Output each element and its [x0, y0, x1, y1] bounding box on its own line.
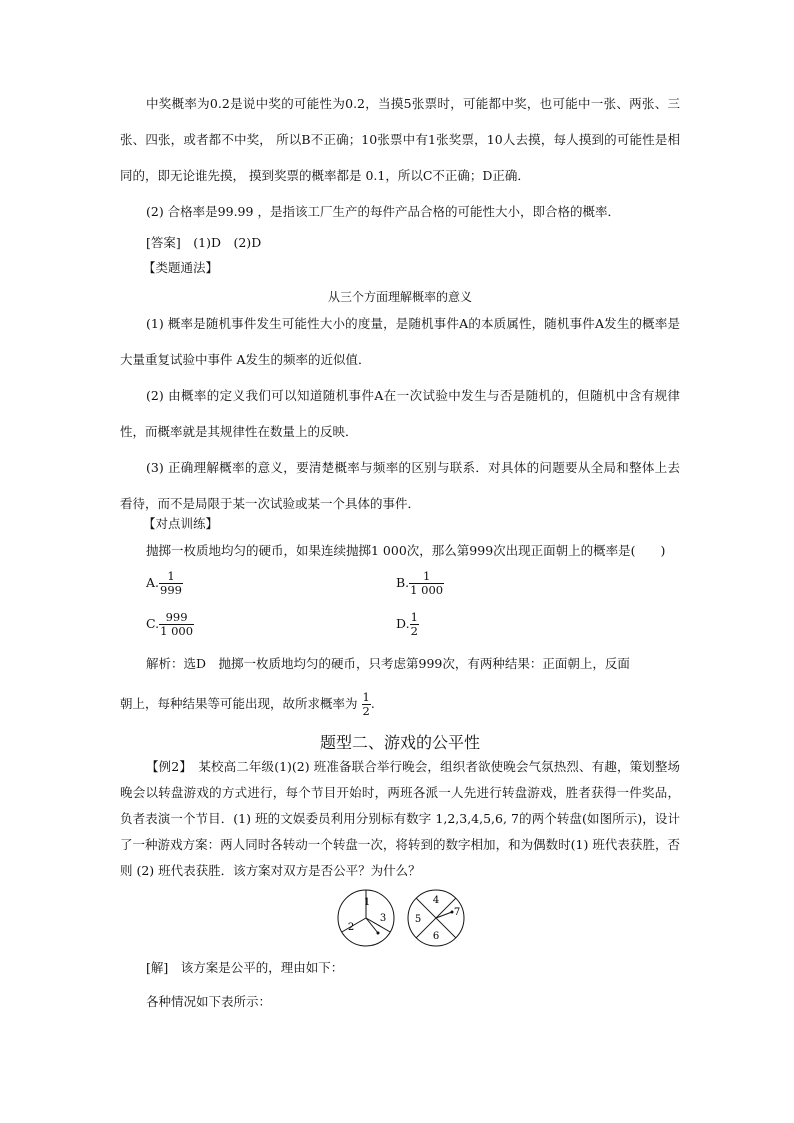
practice-solution-fraction [362, 691, 371, 718]
solution-paragraph-2: (2) 合格率是99.99 ，是指该工厂生产的每件产品合格的可能性大小，即合格的概率． [146, 204, 620, 219]
solution-fraction-numerator: 1 [362, 690, 370, 704]
summary-point-3: (3) 正确理解概率的意义，要清楚概率与频率的区别与联系．对具体的问题要从全局和整体上去看待，而不是局限于某一次试验或某一个具体的事件． [120, 460, 680, 511]
spinner-2-label-6: 6 [432, 931, 440, 942]
option-a-fraction [159, 570, 183, 597]
spinner-1-pointer-tip [377, 932, 380, 935]
practice-label: 【对点训练】 [143, 516, 219, 531]
option-c[interactable] [146, 611, 194, 638]
summary-title: 从三个方面理解概率的意义 [327, 290, 472, 304]
practice-solution-period: . [370, 696, 375, 711]
example-solution-line: [解] 该方案是公平的，理由如下： [146, 960, 344, 975]
option-c-fraction [159, 611, 194, 638]
answer-line: [答案] (1)D (2)D [146, 235, 262, 250]
option-d-fraction [410, 611, 419, 638]
spinner-2-label-4: 4 [432, 895, 440, 906]
practice-question: 抛掷一枚质地均匀的硬币，如果连续抛掷1 000次，那么第999次出现正面朝上的概率是( ) [146, 543, 666, 558]
spinner-1-pointer [366, 918, 378, 933]
practice-solution-text: 朝上，每种结果等可能出现，故所求概率为 [120, 696, 358, 711]
option-d-letter: D. [396, 616, 410, 631]
option-d-denominator: 2 [410, 624, 418, 638]
solution-paragraph-1: 中奖概率为0.2是说中奖的可能性为0.2，当摸5张票时，可能都中奖，也可能中一张、两张、三张、四张，或者都不中奖， 所以B不正确；10张票中有1张奖票，10人去摸，每人摸到的可能性是相同的，即无论谁先摸， 摸到奖票的概率都是 0.1，所以C不正确；D正确． [120, 96, 680, 183]
spinner-diagram [336, 888, 466, 948]
practice-solution-line-2 [120, 689, 375, 719]
option-b[interactable] [396, 570, 444, 597]
spinner-1-divider-c [366, 918, 390, 932]
option-b-fraction [409, 570, 444, 597]
spinner-1-label-3: 3 [379, 913, 387, 924]
section-heading: 题型二、游戏的公平性 [319, 733, 480, 752]
option-b-letter: B. [396, 575, 410, 590]
spinner-2 [408, 890, 464, 946]
option-b-denominator: 1 000 [410, 583, 444, 597]
summary-point-2: (2) 由概率的定义我们可以知道随机事件A在一次试验中发生与否是随机的，但随机中含有规律性，而概率就是其规律性在数量上的反映． [120, 388, 680, 439]
example-2-text: 【例2】 某校高二年级(1)(2) 班准备联合举行晚会，组织者欲使晚会气氛热烈、有趣，策划整场晚会以转盘游戏的方式进行，每个节目开始时，两班各派一人先进行转盘游戏，胜者获得一件奖品，负者表演一个节目．(1) 班的文娱委员利用分别标有数字 1,2,3,4,5,6, 7的两个转盘(如图所示)，设计了一种游戏方案：两人同时各转动一个转盘一次，将转到的数字相加，和为偶数时(1) 班代表获胜，否则 (2) 班代表获胜．该方案对双方是否公平？为什么？ [120, 759, 680, 878]
practice-solution-line-1: 解析：选D 抛掷一枚质地均匀的硬币，只考虑第999次，有两种结果：正面朝上，反面 [146, 656, 630, 671]
option-a[interactable] [146, 570, 183, 597]
solution-fraction-denominator: 2 [362, 704, 370, 718]
summary-point-1: (1) 概率是随机事件发生可能性大小的度量，是随机事件A的本质属性，随机事件A发生的概率是大量重复试验中事件 A发生的频率的近似值． [120, 316, 680, 367]
option-a-denominator: 999 [160, 583, 182, 597]
spinner-1-label-1: 1 [363, 897, 371, 908]
table-intro-line: 各种情况如下表所示： [146, 994, 272, 1009]
spinner-2-label-7: 7 [453, 907, 461, 918]
option-c-numerator: 999 [159, 611, 194, 625]
spinner-1 [338, 890, 394, 946]
summary-label: 【类题通法】 [143, 260, 219, 275]
option-c-letter: C. [146, 616, 160, 631]
spinner-1-label-2: 2 [347, 922, 355, 933]
spinner-2-label-5: 5 [414, 914, 422, 925]
option-d-numerator: 1 [410, 610, 418, 624]
option-a-numerator: 1 [159, 570, 183, 584]
option-a-letter: A. [146, 575, 160, 590]
option-d[interactable] [396, 611, 419, 638]
option-c-denominator: 1 000 [160, 624, 194, 638]
option-b-numerator: 1 [409, 570, 444, 584]
